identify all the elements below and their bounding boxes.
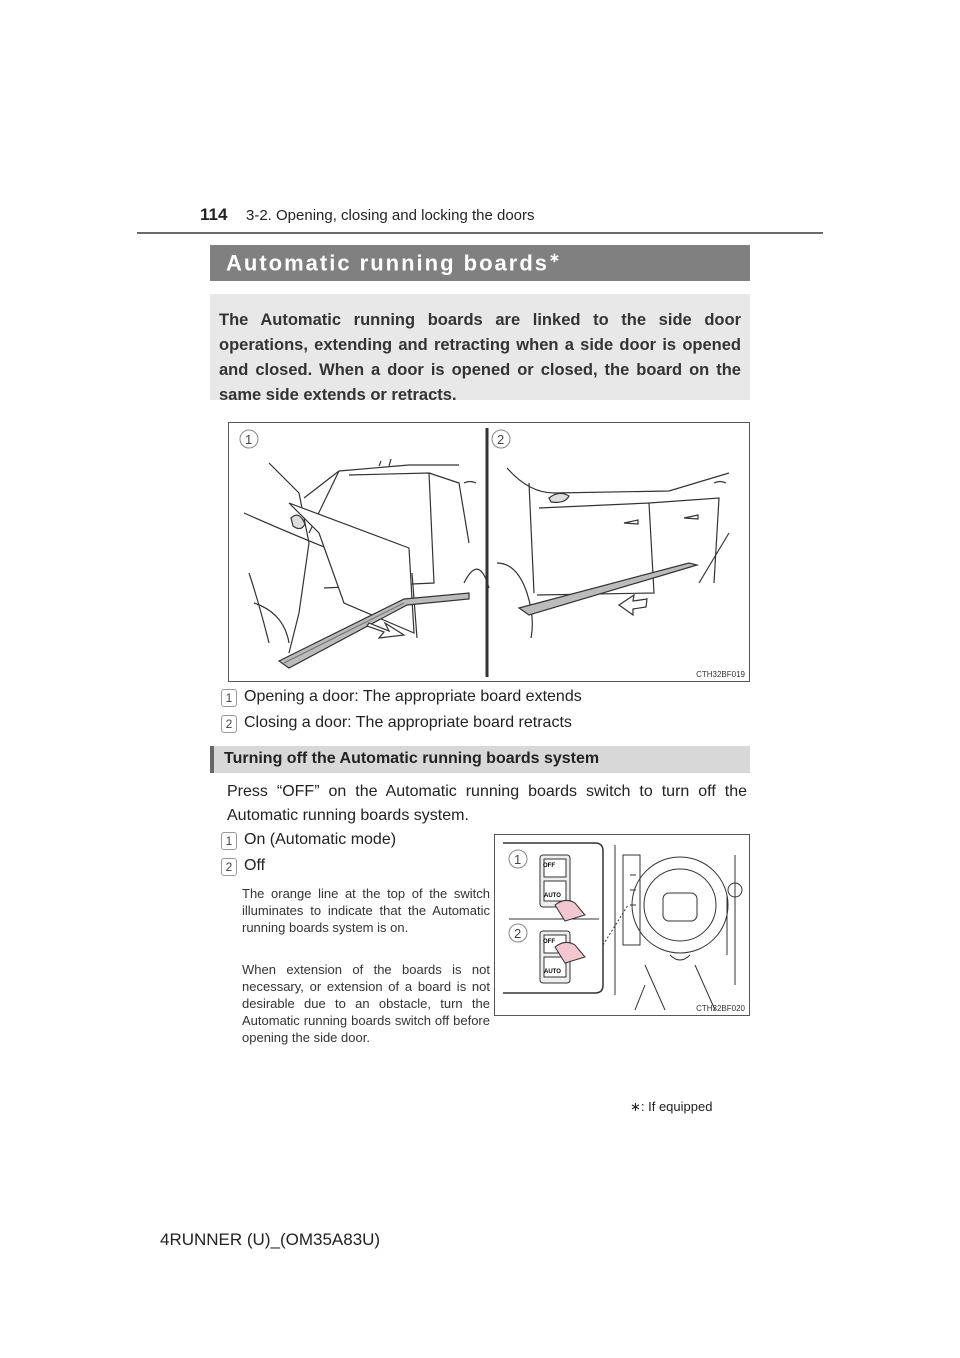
switch-auto-label: AUTO xyxy=(544,969,561,975)
header-rule xyxy=(137,232,823,234)
figure1-code: CTH32BF019 xyxy=(696,670,745,679)
figure2-label-2: 2 xyxy=(514,926,522,941)
subsection-heading: Turning off the Automatic running boards system xyxy=(224,750,600,767)
switch-figure xyxy=(494,834,750,1016)
item-number: 2 xyxy=(221,858,237,876)
subsection-heading-bar xyxy=(210,746,750,773)
item-opening-door: Opening a door: The appropriate board extends xyxy=(244,688,582,705)
running-boards-figure xyxy=(228,422,750,682)
switch-auto-label: AUTO xyxy=(544,893,561,899)
figure1-label-2: 2 xyxy=(497,432,505,447)
page-number: 114 xyxy=(200,205,228,224)
item-closing-door: Closing a door: The appropriate board retracts xyxy=(244,714,572,731)
item-off: Off xyxy=(244,857,266,874)
subsection-paragraph: Press “OFF” on the Automatic running boards switch to turn off the Automatic running boards system. xyxy=(227,783,747,824)
item-number: 1 xyxy=(221,832,237,850)
item-number: 1 xyxy=(221,689,237,707)
item-number: 2 xyxy=(221,715,237,733)
figure2-label-1: 1 xyxy=(514,852,522,867)
item-on-automatic: On (Automatic mode) xyxy=(244,831,397,848)
switch-off-label: OFF xyxy=(543,863,555,869)
footnote: ∗: If equipped xyxy=(630,1099,713,1114)
intro-text: The Automatic running boards are linked to the side door operations, extending and retracting when a side door is opened and closed. When a door is opened or closed, the board on the same side extends or retracts. xyxy=(219,311,741,404)
figure1-label-1: 1 xyxy=(245,432,253,447)
note-orange-line: The orange line at the top of the switch illuminates to indicate that the Automatic running boards system is on. xyxy=(242,886,490,935)
intro-box xyxy=(210,294,750,404)
note-turn-off-switch: When extension of the boards is not necessary, or extension of a board is not desirable due to an obstacle, turn the Automatic running boards switch off before opening the side door. xyxy=(242,962,490,1045)
figure2-code: CTH32BF020 xyxy=(696,1004,745,1013)
page-title xyxy=(226,250,560,276)
switch-off-label: OFF xyxy=(543,939,555,945)
running-boards-illustration xyxy=(229,423,749,681)
page-title-text: Automatic running boards xyxy=(226,250,549,276)
page-title-bar xyxy=(210,245,750,281)
page-footer: 4RUNNER (U)_(OM35A83U) xyxy=(160,1230,381,1249)
if-equipped-marker: ∗ xyxy=(549,250,560,265)
section-heading: 3-2. Opening, closing and locking the doors xyxy=(246,207,535,224)
switch-illustration xyxy=(495,835,749,1015)
